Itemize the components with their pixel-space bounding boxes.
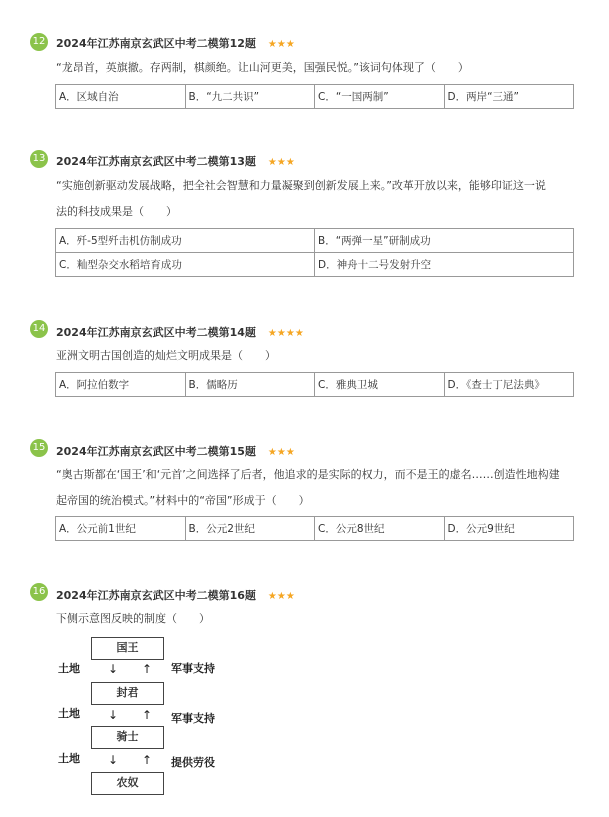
box-king: 国王 xyxy=(91,637,164,660)
stem-line: 法的科技成果是（ ） xyxy=(56,205,177,218)
difficulty-stars-icon: ★★★ xyxy=(267,591,295,602)
question-number-badge: 14 xyxy=(30,320,48,338)
question-title-text: 2024年江苏南京玄武区中考二模第13题 xyxy=(56,155,256,168)
difficulty-stars-icon: ★★★ xyxy=(267,39,295,50)
label-military-support: 军事支持 xyxy=(171,712,215,725)
label-labor-service: 提供劳役 xyxy=(171,756,215,769)
option-a[interactable]: A．公元前1世纪 xyxy=(56,517,186,541)
option-b[interactable]: B．公元2世纪 xyxy=(185,517,315,541)
up-arrow-icon: ↑ xyxy=(142,753,153,767)
question-stem xyxy=(56,55,576,81)
question-stem xyxy=(56,606,576,632)
question-title-text: 2024年江苏南京玄武区中考二模第14题 xyxy=(56,326,256,339)
question-title xyxy=(56,443,295,459)
label-military-support: 军事支持 xyxy=(171,662,215,675)
question-number-badge: 13 xyxy=(30,150,48,168)
options-table xyxy=(55,228,574,277)
question-stem xyxy=(56,343,576,369)
option-b[interactable]: B．“九二共识” xyxy=(185,85,315,109)
question-title xyxy=(56,153,295,169)
option-d[interactable]: D．《查士丁尼法典》 xyxy=(444,373,574,397)
option-a[interactable]: A．歼-5型歼击机仿制成功 xyxy=(56,229,315,253)
options-table xyxy=(55,516,574,541)
options-table xyxy=(55,84,574,109)
question-title xyxy=(56,587,295,603)
difficulty-stars-icon: ★★★ xyxy=(267,447,295,458)
option-a[interactable]: A．阿拉伯数字 xyxy=(56,373,186,397)
label-land: 土地 xyxy=(58,752,80,765)
stem-line: 下侧示意图反映的制度（ ） xyxy=(56,612,210,625)
difficulty-stars-icon: ★★★★ xyxy=(267,328,304,339)
stem-line: 亚洲文明古国创造的灿烂文明成果是（ ） xyxy=(56,349,276,362)
question-stem xyxy=(56,462,576,514)
option-c[interactable]: C．“一国两制” xyxy=(315,85,445,109)
question-number-badge: 16 xyxy=(30,583,48,601)
option-b[interactable]: B．儒略历 xyxy=(185,373,315,397)
option-b[interactable]: B．“两弹一星”研制成功 xyxy=(315,229,574,253)
stem-line: 起帝国的统治模式。”材料中的“帝国”形成于（ ） xyxy=(56,494,310,507)
feudal-hierarchy-diagram xyxy=(56,633,246,803)
option-c[interactable]: C．雅典卫城 xyxy=(315,373,445,397)
stem-line: “龙昂首，英旗撤。存两制，棋颜绝。让山河更美，国强民悦。”该词句体现了（ ） xyxy=(56,61,469,74)
down-arrow-icon: ↓ xyxy=(108,708,119,722)
option-d[interactable]: D．两岸“三通” xyxy=(444,85,574,109)
question-stem xyxy=(56,173,576,225)
down-arrow-icon: ↓ xyxy=(108,662,119,676)
difficulty-stars-icon: ★★★ xyxy=(267,157,295,168)
options-table xyxy=(55,372,574,397)
option-d[interactable]: D．公元9世纪 xyxy=(444,517,574,541)
box-serf: 农奴 xyxy=(91,772,164,795)
question-title xyxy=(56,35,295,51)
option-c[interactable]: C．籼型杂交水稻培育成功 xyxy=(56,253,315,277)
question-title xyxy=(56,324,304,340)
down-arrow-icon: ↓ xyxy=(108,753,119,767)
option-c[interactable]: C．公元8世纪 xyxy=(315,517,445,541)
up-arrow-icon: ↑ xyxy=(142,708,153,722)
question-title-text: 2024年江苏南京玄武区中考二模第15题 xyxy=(56,445,256,458)
question-number-badge: 15 xyxy=(30,439,48,457)
stem-line: “奥古斯都在‘国王’和‘元首’之间选择了后者，他追求的是实际的权力，而不是王的虚名……创造性地构建 xyxy=(56,468,560,481)
box-lord: 封君 xyxy=(91,682,164,705)
stem-line: “实施创新驱动发展战略，把全社会智慧和力量凝聚到创新发展上来。”改革开放以来，能够印证这一说 xyxy=(56,179,546,192)
up-arrow-icon: ↑ xyxy=(142,662,153,676)
label-land: 土地 xyxy=(58,662,80,675)
question-title-text: 2024年江苏南京玄武区中考二模第16题 xyxy=(56,589,256,602)
option-a[interactable]: A．区域自治 xyxy=(56,85,186,109)
question-number-badge: 12 xyxy=(30,33,48,51)
option-d[interactable]: D．神舟十二号发射升空 xyxy=(315,253,574,277)
label-land: 土地 xyxy=(58,707,80,720)
box-knight: 骑士 xyxy=(91,726,164,749)
question-title-text: 2024年江苏南京玄武区中考二模第12题 xyxy=(56,37,256,50)
